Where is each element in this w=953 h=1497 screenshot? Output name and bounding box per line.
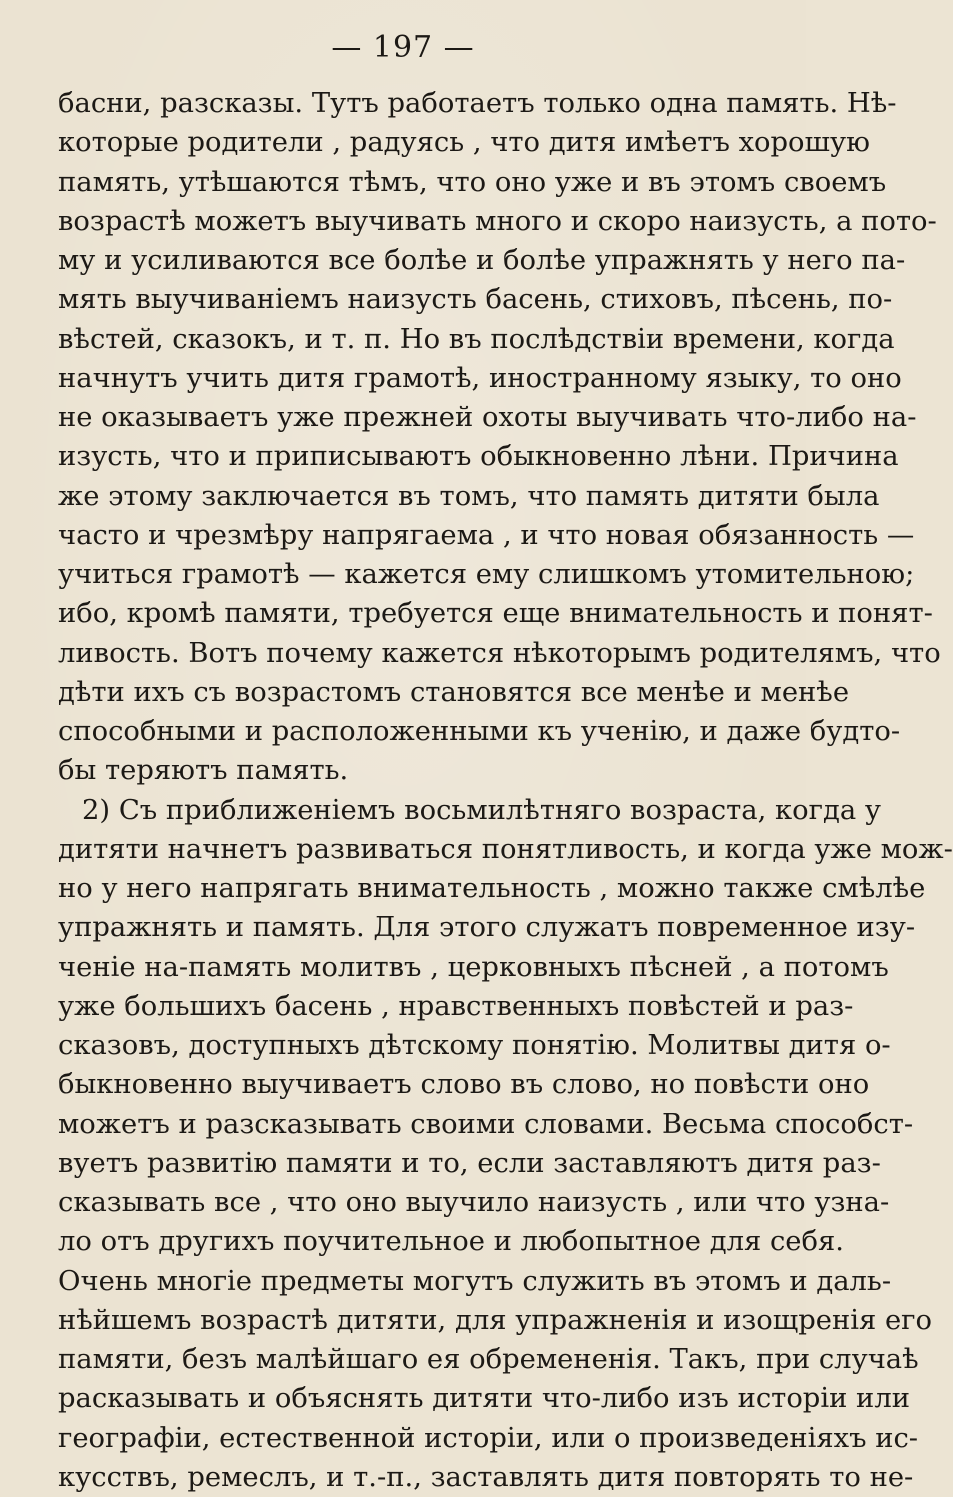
text-line: кусствъ, ремеслъ, и т.-п., заставлять дитя повторять то не- — [58, 1461, 914, 1493]
text-line: упражнять и память. Для этого служатъ повременное изу- — [58, 912, 916, 944]
text-line: вуетъ развитію памяти и то, если заставляютъ дитя раз- — [58, 1147, 881, 1179]
text-line: мять выучиваніемъ наизусть басень, стиховъ, пѣсень, по- — [58, 284, 893, 316]
text-line: память, утѣшаются тѣмъ, что оно уже и въ этомъ своемъ — [58, 166, 887, 198]
text-line: нѣйшемъ возрастѣ дитяти, для упражненія и изощренія его — [58, 1304, 933, 1336]
text-line: но у него напрягать внимательность , можно также смѣлѣе — [58, 873, 926, 904]
text-line: не оказываетъ уже прежней охоты выучивать что-либо на- — [58, 402, 917, 433]
page-body-text — [58, 84, 953, 1497]
text-line: расказывать и объяснять дитяти что-либо изъ исторіи или — [58, 1383, 910, 1415]
text-line: ло отъ другихъ поучительное и любопытное для себя. — [58, 1226, 844, 1258]
text-line: же этому заключается въ томъ, что память дитяти была — [58, 480, 880, 512]
text-line: вѣстей, сказокъ, и т. п. Но въ послѣдствіи времени, когда — [58, 323, 895, 355]
text-line: ливость. Вотъ почему кажется нѣкоторымъ родителямъ, что — [58, 637, 941, 669]
text-line-paragraph-start: 2) Съ приближеніемъ восьмилѣтняго возраста, когда у — [82, 794, 881, 826]
text-line: способными и расположенными къ ученію, и даже будто- — [58, 716, 901, 747]
text-line: дѣти ихъ съ возрастомъ становятся все менѣе и менѣе — [58, 676, 850, 708]
text-line: возрастѣ можетъ выучивать много и скоро наизусть, а пото- — [58, 205, 937, 237]
text-line: быкновенно выучиваетъ слово въ слово, но повѣсти оно — [58, 1069, 870, 1101]
text-line: можетъ и разсказывать своими словами. Весьма способст- — [58, 1108, 914, 1140]
text-line: ибо, кромѣ памяти, требуется еще внимательность и понят- — [58, 598, 933, 630]
text-line: басни, разсказы. Тутъ работаетъ только одна память. Нѣ- — [58, 88, 897, 119]
text-line: географіи, естественной исторіи, или о произведеніяхъ ис- — [58, 1422, 919, 1454]
text-line: учиться грамотѣ — кажется ему слишкомъ утомительною; — [58, 559, 915, 590]
text-line: му и усиливаются все болѣе и болѣе упражнять у него па- — [58, 245, 906, 276]
text-line: уже большихъ басень , нравственныхъ повѣстей и раз- — [58, 990, 854, 1022]
text-line: начнутъ учить дитя грамотѣ, иностранному языку, то оно — [58, 362, 902, 394]
text-line: сказовъ, доступныхъ дѣтскому понятію. Молитвы дитя о- — [58, 1030, 891, 1061]
text-line-paragraph-end: бы теряютъ память. — [58, 755, 349, 787]
text-line: сказывать все , что оно выучило наизусть , или что узна- — [58, 1187, 890, 1218]
text-line: памяти, безъ малѣйшаго ея обремененія. Такъ, при случаѣ — [58, 1344, 919, 1375]
text-line: Очень многіе предметы могутъ служить въ этомъ и даль- — [58, 1265, 892, 1297]
text-line: изусть, что и приписываютъ обыкновенно лѣни. Причина — [58, 441, 899, 473]
page-number-header: — 197 — — [331, 30, 475, 65]
text-line: которые родители , радуясь , что дитя имѣетъ хорошую — [58, 127, 870, 159]
text-line: часто и чрезмѣру напрягаема , и что новая обязанность — — [58, 519, 915, 551]
text-line: ченіе на-память молитвъ , церковныхъ пѣсней , а потомъ — [58, 951, 889, 983]
text-line: дитяти начнетъ развиваться понятливость, и когда уже мож- — [58, 833, 953, 865]
